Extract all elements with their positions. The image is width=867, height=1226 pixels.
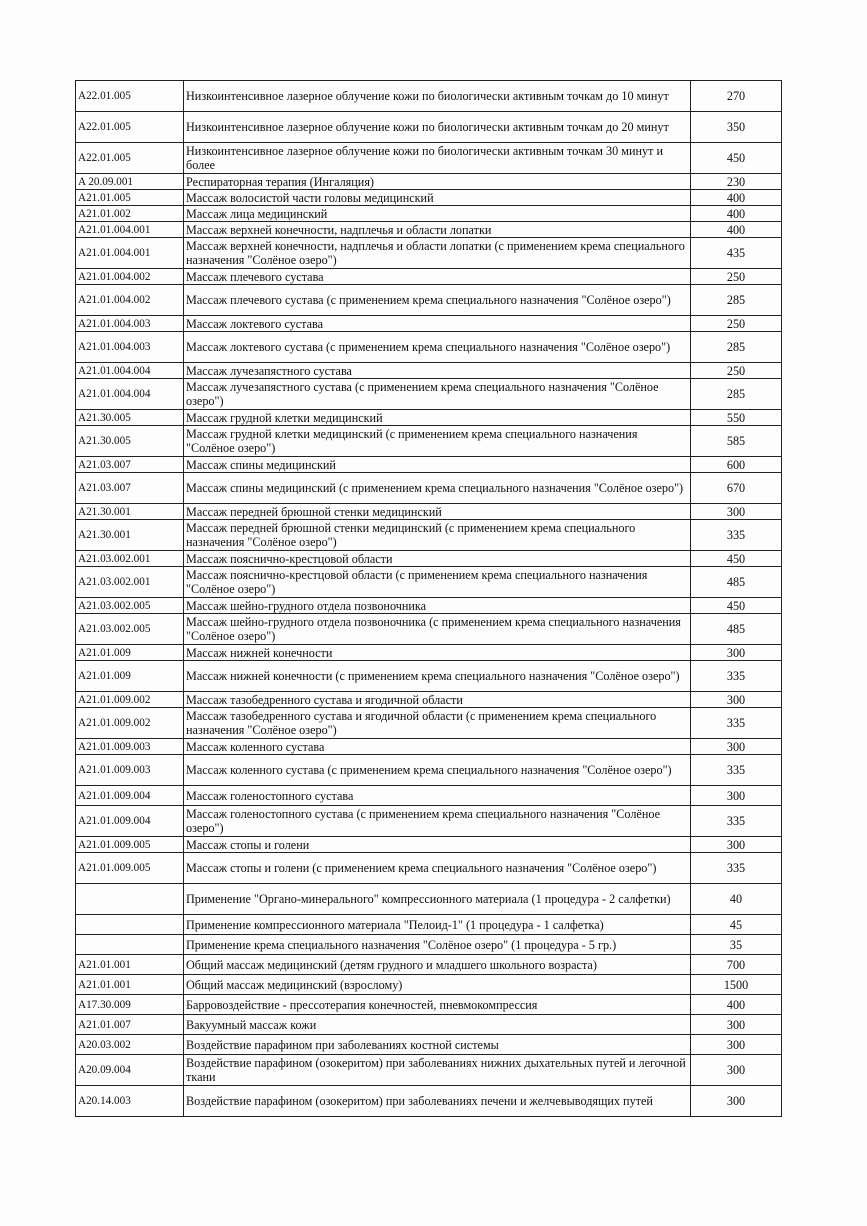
service-price: 400: [691, 222, 782, 238]
table-row: [76, 316, 782, 332]
service-name: Массаж передней брюшной стенки медицинский (с применением крема специального назначения "Солёное озеро"): [184, 520, 691, 551]
table-row: [76, 598, 782, 614]
table-row: [76, 692, 782, 708]
service-name: Массаж голеностопного сустава (с применением крема специального назначения "Солёное озеро"): [184, 806, 691, 837]
service-price: 400: [691, 995, 782, 1015]
service-price: 250: [691, 316, 782, 332]
table-row: [76, 332, 782, 363]
service-name: Массаж спины медицинский: [184, 457, 691, 473]
table-row: [76, 410, 782, 426]
service-code: A21.03.007: [76, 457, 184, 473]
service-name: Массаж стопы и голени: [184, 837, 691, 853]
service-name: Массаж пояснично-крестцовой области (с применением крема специального назначения "Солёное озеро"): [184, 567, 691, 598]
service-name: Массаж грудной клетки медицинский: [184, 410, 691, 426]
service-price: 300: [691, 1035, 782, 1055]
service-code: A21.01.009: [76, 661, 184, 692]
service-price: 40: [691, 884, 782, 915]
service-code: A21.30.001: [76, 504, 184, 520]
service-price: 550: [691, 410, 782, 426]
table-row: [76, 1035, 782, 1055]
service-code: A21.01.009.005: [76, 853, 184, 884]
table-row: [76, 504, 782, 520]
service-code: A21.01.001: [76, 975, 184, 995]
service-price: 300: [691, 645, 782, 661]
service-price: 335: [691, 708, 782, 739]
price-list-body: [76, 81, 782, 1117]
service-price: 400: [691, 206, 782, 222]
service-name: Массаж грудной клетки медицинский (с применением крема специального назначения "Солёное озеро"): [184, 426, 691, 457]
service-name: Массаж спины медицинский (с применением крема специального назначения "Солёное озеро"): [184, 473, 691, 504]
service-price: 45: [691, 915, 782, 935]
service-name: Массаж коленного сустава (с применением крема специального назначения "Солёное озеро"): [184, 755, 691, 786]
service-code: A21.01.004.003: [76, 332, 184, 363]
service-price: 335: [691, 853, 782, 884]
service-code: A21.01.009.002: [76, 708, 184, 739]
service-code: A21.01.004.001: [76, 222, 184, 238]
service-name: Массаж коленного сустава: [184, 739, 691, 755]
price-list-table: [75, 80, 782, 1117]
service-name: Массаж волосистой части головы медицинский: [184, 190, 691, 206]
table-row: [76, 222, 782, 238]
table-row: [76, 1086, 782, 1117]
service-code: A21.01.009.005: [76, 837, 184, 853]
service-code: A21.03.002.005: [76, 598, 184, 614]
service-code: A22.01.005: [76, 143, 184, 174]
service-code: A22.01.005: [76, 112, 184, 143]
table-row: [76, 739, 782, 755]
service-code: A21.01.004.001: [76, 238, 184, 269]
service-name: Массаж локтевого сустава: [184, 316, 691, 332]
service-code: A21.01.004.004: [76, 379, 184, 410]
service-code: A21.03.002.001: [76, 567, 184, 598]
service-name: Воздействие парафином при заболеваниях костной системы: [184, 1035, 691, 1055]
table-row: [76, 143, 782, 174]
service-price: 485: [691, 614, 782, 645]
service-price: 300: [691, 786, 782, 806]
service-name: Массаж голеностопного сустава: [184, 786, 691, 806]
service-name: Массаж тазобедренного сустава и ягодичной области (с применением крема специального назначения "Солёное озеро"): [184, 708, 691, 739]
table-row: [76, 285, 782, 316]
service-name: Массаж пояснично-крестцовой области: [184, 551, 691, 567]
service-name: Массаж тазобедренного сустава и ягодичной области: [184, 692, 691, 708]
table-row: [76, 567, 782, 598]
service-price: 300: [691, 1015, 782, 1035]
table-row: [76, 426, 782, 457]
service-price: 250: [691, 269, 782, 285]
service-name: Низкоинтенсивное лазерное облучение кожи по биологически активным точкам до 20 минут: [184, 112, 691, 143]
service-price: 435: [691, 238, 782, 269]
service-price: 285: [691, 332, 782, 363]
service-name: Массаж шейно-грудного отдела позвоночника: [184, 598, 691, 614]
service-name: Массаж локтевого сустава (с применением крема специального назначения "Солёное озеро"): [184, 332, 691, 363]
table-row: [76, 661, 782, 692]
service-price: 335: [691, 661, 782, 692]
table-row: [76, 955, 782, 975]
service-name: Применение крема специального назначения "Солёное озеро" (1 процедура - 5 гр.): [184, 935, 691, 955]
table-row: [76, 884, 782, 915]
service-code: A21.01.009.003: [76, 755, 184, 786]
service-name: Воздействие парафином (озокеритом) при заболеваниях печени и желчевыводящих путей: [184, 1086, 691, 1117]
table-row: [76, 1015, 782, 1035]
table-row: [76, 520, 782, 551]
service-price: 485: [691, 567, 782, 598]
service-code: A21.01.009.002: [76, 692, 184, 708]
table-row: [76, 190, 782, 206]
table-row: [76, 837, 782, 853]
service-code: A21.01.002: [76, 206, 184, 222]
table-row: [76, 551, 782, 567]
service-name: Применение "Органо-минерального" компрессионного материала (1 процедура - 2 салфетки): [184, 884, 691, 915]
table-row: [76, 786, 782, 806]
table-row: [76, 935, 782, 955]
table-row: [76, 915, 782, 935]
service-code: A 20.09.001: [76, 174, 184, 190]
table-row: [76, 1055, 782, 1086]
service-name: Массаж плечевого сустава (с применением крема специального назначения "Солёное озеро"): [184, 285, 691, 316]
table-row: [76, 708, 782, 739]
service-code: A21.01.009: [76, 645, 184, 661]
service-code: A21.01.009.003: [76, 739, 184, 755]
service-price: 250: [691, 363, 782, 379]
service-name: Массаж передней брюшной стенки медицинский: [184, 504, 691, 520]
table-row: [76, 379, 782, 410]
table-row: [76, 755, 782, 786]
service-code: A21.01.007: [76, 1015, 184, 1035]
service-price: 450: [691, 143, 782, 174]
service-code: A17.30.009: [76, 995, 184, 1015]
service-price: 230: [691, 174, 782, 190]
service-price: 300: [691, 837, 782, 853]
service-code: A21.03.002.005: [76, 614, 184, 645]
service-price: 585: [691, 426, 782, 457]
service-code: A22.01.005: [76, 81, 184, 112]
table-row: [76, 614, 782, 645]
service-price: 1500: [691, 975, 782, 995]
service-price: 300: [691, 1086, 782, 1117]
service-price: 35: [691, 935, 782, 955]
service-name: Массаж шейно-грудного отдела позвоночника (с применением крема специального назначения "Солёное озеро"): [184, 614, 691, 645]
service-price: 300: [691, 504, 782, 520]
service-name: Массаж плечевого сустава: [184, 269, 691, 285]
service-price: 335: [691, 520, 782, 551]
service-price: 285: [691, 379, 782, 410]
service-name: Общий массаж медицинский (детям грудного и младшего школьного возраста): [184, 955, 691, 975]
service-price: 450: [691, 598, 782, 614]
service-code: A21.01.001: [76, 955, 184, 975]
service-price: 300: [691, 692, 782, 708]
service-code: [76, 915, 184, 935]
table-row: [76, 81, 782, 112]
service-price: 700: [691, 955, 782, 975]
service-name: Барровоздействие - прессотерапия конечностей, пневмокомпрессия: [184, 995, 691, 1015]
service-code: A21.30.005: [76, 410, 184, 426]
table-row: [76, 975, 782, 995]
service-name: Массаж стопы и голени (с применением крема специального назначения "Солёное озеро"): [184, 853, 691, 884]
service-price: 300: [691, 739, 782, 755]
service-name: Массаж нижней конечности (с применением крема специального назначения "Солёное озеро"): [184, 661, 691, 692]
table-row: [76, 363, 782, 379]
table-row: [76, 995, 782, 1015]
service-name: Массаж лучезапястного сустава (с применением крема специального назначения "Солёное озеро"): [184, 379, 691, 410]
service-code: A21.03.007: [76, 473, 184, 504]
service-price: 270: [691, 81, 782, 112]
service-name: Общий массаж медицинский (взрослому): [184, 975, 691, 995]
service-name: Массаж лучезапястного сустава: [184, 363, 691, 379]
table-row: [76, 112, 782, 143]
service-code: A20.09.004: [76, 1055, 184, 1086]
service-price: 670: [691, 473, 782, 504]
table-row: [76, 269, 782, 285]
service-code: A21.01.005: [76, 190, 184, 206]
service-price: 300: [691, 1055, 782, 1086]
table-row: [76, 238, 782, 269]
service-code: A21.01.004.003: [76, 316, 184, 332]
service-name: Массаж нижней конечности: [184, 645, 691, 661]
service-code: A21.01.009.004: [76, 786, 184, 806]
service-name: Массаж лица медицинский: [184, 206, 691, 222]
service-price: 400: [691, 190, 782, 206]
service-name: Массаж верхней конечности, надплечья и области лопатки: [184, 222, 691, 238]
service-code: [76, 935, 184, 955]
service-code: [76, 884, 184, 915]
table-row: [76, 806, 782, 837]
service-price: 335: [691, 755, 782, 786]
service-code: A20.14.003: [76, 1086, 184, 1117]
service-name: Массаж верхней конечности, надплечья и области лопатки (с применением крема специального назначения "Солёное озеро"): [184, 238, 691, 269]
service-price: 600: [691, 457, 782, 473]
service-price: 350: [691, 112, 782, 143]
service-code: A21.01.004.004: [76, 363, 184, 379]
service-code: A21.30.005: [76, 426, 184, 457]
table-row: [76, 174, 782, 190]
service-code: A21.01.009.004: [76, 806, 184, 837]
table-row: [76, 473, 782, 504]
service-price: 450: [691, 551, 782, 567]
service-code: A21.30.001: [76, 520, 184, 551]
service-code: A21.03.002.001: [76, 551, 184, 567]
service-code: A21.01.004.002: [76, 269, 184, 285]
service-price: 285: [691, 285, 782, 316]
service-name: Респираторная терапия (Ингаляция): [184, 174, 691, 190]
table-row: [76, 853, 782, 884]
service-name: Применение компрессионного материала "Пелоид-1" (1 процедура - 1 салфетка): [184, 915, 691, 935]
table-row: [76, 645, 782, 661]
table-row: [76, 457, 782, 473]
table-row: [76, 206, 782, 222]
service-price: 335: [691, 806, 782, 837]
service-name: Низкоинтенсивное лазерное облучение кожи по биологически активным точкам до 10 минут: [184, 81, 691, 112]
service-code: A21.01.004.002: [76, 285, 184, 316]
service-name: Вакуумный массаж кожи: [184, 1015, 691, 1035]
service-code: A20.03.002: [76, 1035, 184, 1055]
service-name: Низкоинтенсивное лазерное облучение кожи по биологически активным точкам 30 минут и более: [184, 143, 691, 174]
service-name: Воздействие парафином (озокеритом) при заболеваниях нижних дыхательных путей и легочной ткани: [184, 1055, 691, 1086]
